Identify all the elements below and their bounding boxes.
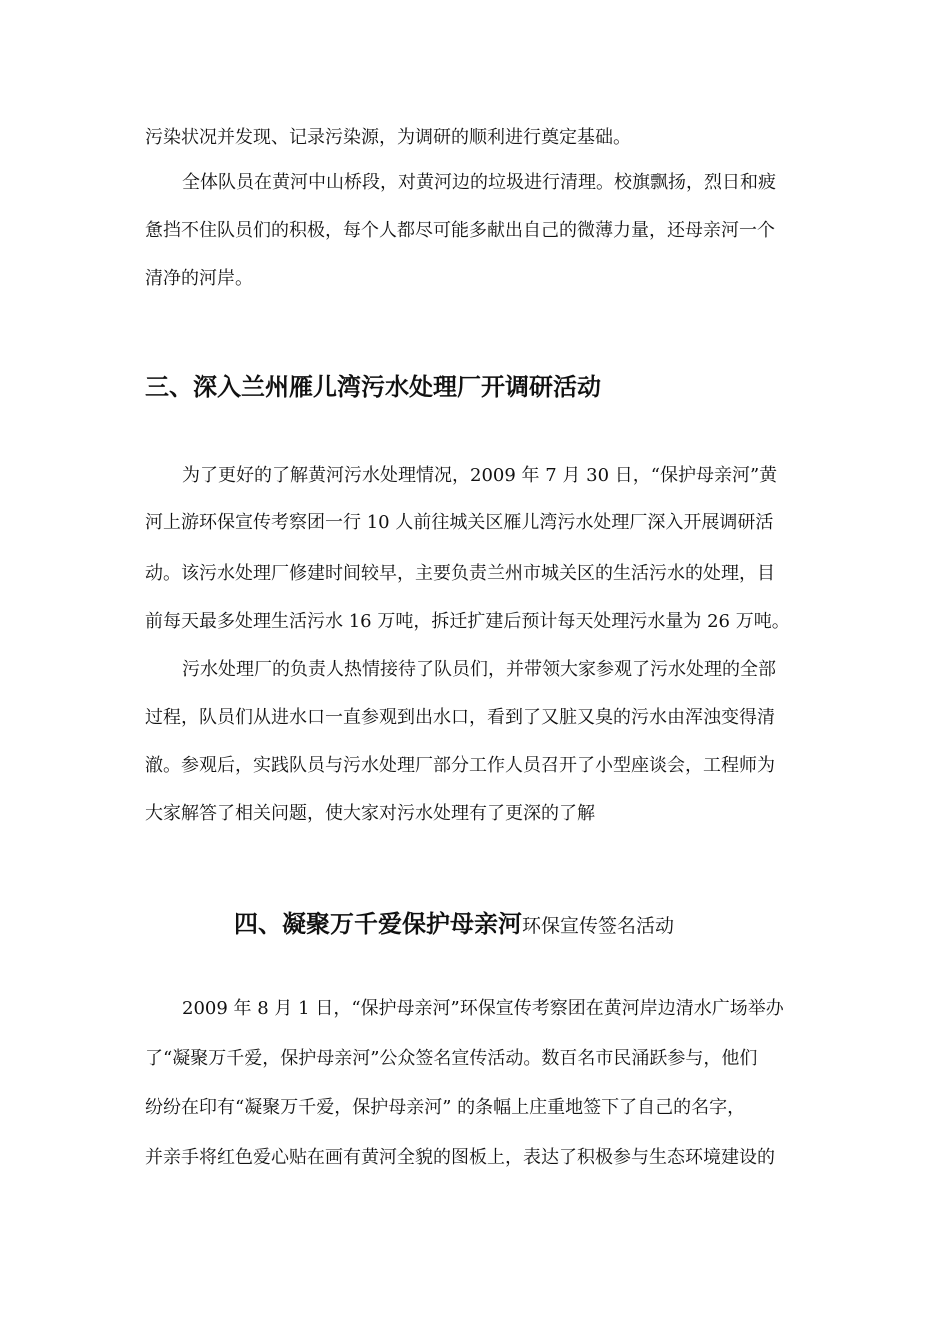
section-heading-main: 四、凝聚万千爱保护母亲河 [234, 910, 522, 938]
paragraph-line: 污染状况并发现、记录污染源，为调研的顺利进行奠定基础。 [145, 127, 631, 148]
paragraph-line: 并亲手将红色爱心贴在画有黄河全貌的图板上，表达了积极参与生态环境建设的 [145, 1147, 775, 1168]
paragraph-line: 河上游环保宣传考察团一行 10 人前往城关区雁儿湾污水处理厂深入开展调研活 [145, 512, 774, 533]
paragraph-line: 全体队员在黄河中山桥段，对黄河边的垃圾进行清理。校旗飘扬，烈日和疲 [182, 172, 776, 193]
paragraph-line: 污水处理厂的负责人热情接待了队员们，并带领大家参观了污水处理的全部 [182, 659, 776, 680]
paragraph-line: 纷纷在印有“凝聚万千爱，保护母亲河” 的条幅上庄重地签下了自己的名字， [145, 1097, 746, 1118]
paragraph-line: 澈。参观后，实践队员与污水处理厂部分工作人员召开了小型座谈会，工程师为 [145, 755, 775, 776]
section-heading [234, 908, 674, 942]
paragraph-line: 了“凝聚万千爱，保护母亲河”公众签名宣传活动。数百名市民涌跃参与，他们 [145, 1048, 758, 1069]
paragraph-line: 过程，队员们从进水口一直参观到出水口，看到了又脏又臭的污水由浑浊变得清 [145, 707, 775, 728]
paragraph-line: 惫挡不住队员们的积极，每个人都尽可能多献出自己的微薄力量，还母亲河一个 [145, 220, 775, 241]
paragraph-line: 为了更好的了解黄河污水处理情况，2009 年 7 月 30 日，“保护母亲河”黄 [182, 465, 778, 486]
paragraph-line: 前每天最多处理生活污水 16 万吨，拆迁扩建后预计每天处理污水量为 26 万吨。 [145, 611, 790, 632]
paragraph-line: 动。该污水处理厂修建时间较早，主要负责兰州市城关区的生活污水的处理，目 [145, 563, 775, 584]
paragraph-line: 清净的河岸。 [145, 268, 253, 289]
paragraph-line: 2009 年 8 月 1 日，“保护母亲河”环保宣传考察团在黄河岸边清水广场举办 [182, 998, 784, 1019]
section-heading: 三、深入兰州雁儿湾污水处理厂开调研活动 [145, 373, 601, 401]
paragraph-line: 大家解答了相关问题，使大家对污水处理有了更深的了解 [145, 803, 595, 824]
section-heading-tail: 环保宣传签名活动 [522, 915, 675, 937]
